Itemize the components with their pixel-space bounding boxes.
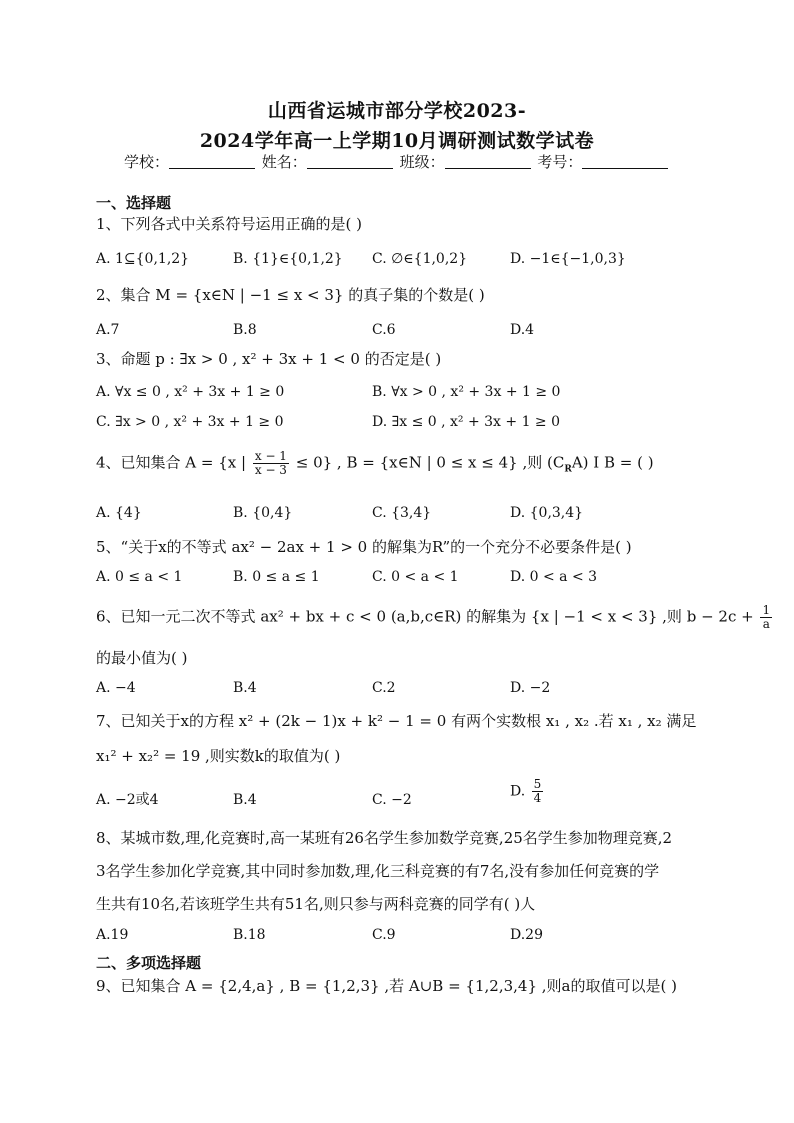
q6-fraction-denominator: a [762,617,770,631]
question-8-line3: 生共有10名,若该班学生共有51名,则只参与两科竞赛的同学有( )人 [96,895,536,913]
q7-option-c[interactable]: C. −2 [372,792,412,808]
question-4-stem [96,450,654,481]
q7-option-a[interactable]: A. −2或4 [96,792,159,808]
name-blank[interactable] [307,153,393,169]
question-3-stem: 3、命题 p : ∃x > 0 , x² + 3x + 1 < 0 的否定是( ) [96,350,442,368]
question-2-stem: 2、集合 M = {x∈N | −1 ≤ x < 3} 的真子集的个数是( ) [96,286,485,304]
exam-number-label: 考号： [537,153,583,171]
class-label: 班级： [399,153,445,171]
section-title-multiple-choice: 二、多项选择题 [96,954,202,972]
question-5-stem: 5、“关于x的不等式 ax² − 2ax + 1 > 0 的解集为R”的一个充分不必要条件是( ) [96,538,632,556]
question-6-stem-line2: 的最小值为( ) [96,649,188,667]
q6-option-b[interactable]: B.4 [233,680,257,696]
question-7-stem: 7、已知关于x的方程 x² + (2k − 1)x + k² − 1 = 0 有两个实数根 x₁ , x₂ .若 x₁ , x₂ 满足 [96,712,697,730]
q4-option-b[interactable]: B. {0,4} [233,505,293,521]
q4-fraction-denominator: x − 3 [254,463,287,477]
q5-option-d[interactable]: D. 0 < a < 3 [510,569,598,585]
q8-option-d[interactable]: D.29 [510,927,543,943]
name-label: 姓名： [261,153,307,171]
q7-option-d-numerator: 5 [533,777,542,791]
q4-fraction [253,450,289,477]
q6-fraction-numerator: 1 [762,603,771,617]
q6-option-a[interactable]: A. −4 [96,680,136,696]
q7-option-b[interactable]: B.4 [233,792,257,808]
q5-option-a[interactable]: A. 0 ≤ a < 1 [96,569,183,585]
q7-option-d-prefix: D. [510,783,526,800]
q7-option-d[interactable] [510,778,545,805]
q3-option-b[interactable]: B. ∀x > 0 , x² + 3x + 1 ≥ 0 [372,384,561,400]
q8-option-b[interactable]: B.18 [233,927,266,943]
q3-option-d[interactable]: D. ∃x ≤ 0 , x² + 3x + 1 ≥ 0 [372,414,561,430]
school-blank[interactable] [169,153,255,169]
q4-stem-part-b: ≤ 0} , B = {x∈N | 0 ≤ x ≤ 4} ,则 (C [295,453,565,472]
q1-option-a[interactable]: A. 1⊆{0,1,2} [96,251,190,267]
q7-option-d-denominator: 4 [533,791,542,805]
question-8-line1: 8、某城市数,理,化竞赛时,高一某班有26名学生参加数学竞赛,25名学生参加物理竞赛,2 [96,829,673,847]
q6-option-d[interactable]: D. −2 [510,680,551,696]
school-label: 学校： [124,153,170,171]
q8-option-a[interactable]: A.19 [96,927,129,943]
question-7-stem-line2: x₁² + x₂² = 19 ,则实数k的取值为( ) [96,747,341,765]
question-9-stem: 9、已知集合 A = {2,4,a} , B = {1,2,3} ,若 A∪B = {1,2,3,4} ,则a的取值可以是( ) [96,977,677,995]
section-title-choice: 一、选择题 [96,194,172,212]
q3-option-a[interactable]: A. ∀x ≤ 0 , x² + 3x + 1 ≥ 0 [96,384,285,400]
q8-option-c[interactable]: C.9 [372,927,396,943]
q4-option-a[interactable]: A. {4} [96,505,142,521]
q6-option-c[interactable]: C.2 [372,680,396,696]
q5-option-b[interactable]: B. 0 ≤ a ≤ 1 [233,569,320,585]
q2-option-b[interactable]: B.8 [233,322,257,338]
q4-subscript: R [564,464,572,475]
exam-title-line1: 山西省运城市部分学校2023- [267,100,527,122]
q1-option-b[interactable]: B. {1}∈{0,1,2} [233,251,343,267]
exam-number-blank[interactable] [582,153,668,169]
q1-option-d[interactable]: D. −1∈{−1,0,3} [510,251,626,267]
q7-option-d-fraction [532,778,544,805]
exam-title-line2: 2024学年高一上学期10月调研测试数学试卷 [199,130,595,152]
q6-fraction [760,604,772,631]
q3-option-c[interactable]: C. ∃x > 0 , x² + 3x + 1 ≥ 0 [96,414,284,430]
q4-stem-part-a: 4、已知集合 A = {x | [96,453,247,472]
question-1-stem: 1、下列各式中关系符号运用正确的是( ) [96,215,363,233]
q4-stem-part-c: A) I B = ( ) [571,453,654,472]
q4-option-d[interactable]: D. {0,3,4} [510,505,584,521]
q4-option-c[interactable]: C. {3,4} [372,505,432,521]
question-6-stem [96,604,774,631]
student-info-row [124,151,670,172]
q6-stem-part-a: 6、已知一元二次不等式 ax² + bx + c < 0 (a,b,c∈R) 的解集为 {x | −1 < x < 3} ,则 b − 2c + [96,607,754,626]
q2-option-c[interactable]: C.6 [372,322,396,338]
q2-option-a[interactable]: A.7 [96,322,120,338]
q4-fraction-numerator: x − 1 [254,449,287,463]
class-blank[interactable] [445,153,531,169]
q2-option-d[interactable]: D.4 [510,322,535,338]
q5-option-c[interactable]: C. 0 < a < 1 [372,569,459,585]
question-8-line2: 3名学生参加化学竞赛,其中同时参加数,理,化三科竞赛的有7名,没有参加任何竞赛的学 [96,862,660,880]
q1-option-c[interactable]: C. ∅∈{1,0,2} [372,251,468,267]
